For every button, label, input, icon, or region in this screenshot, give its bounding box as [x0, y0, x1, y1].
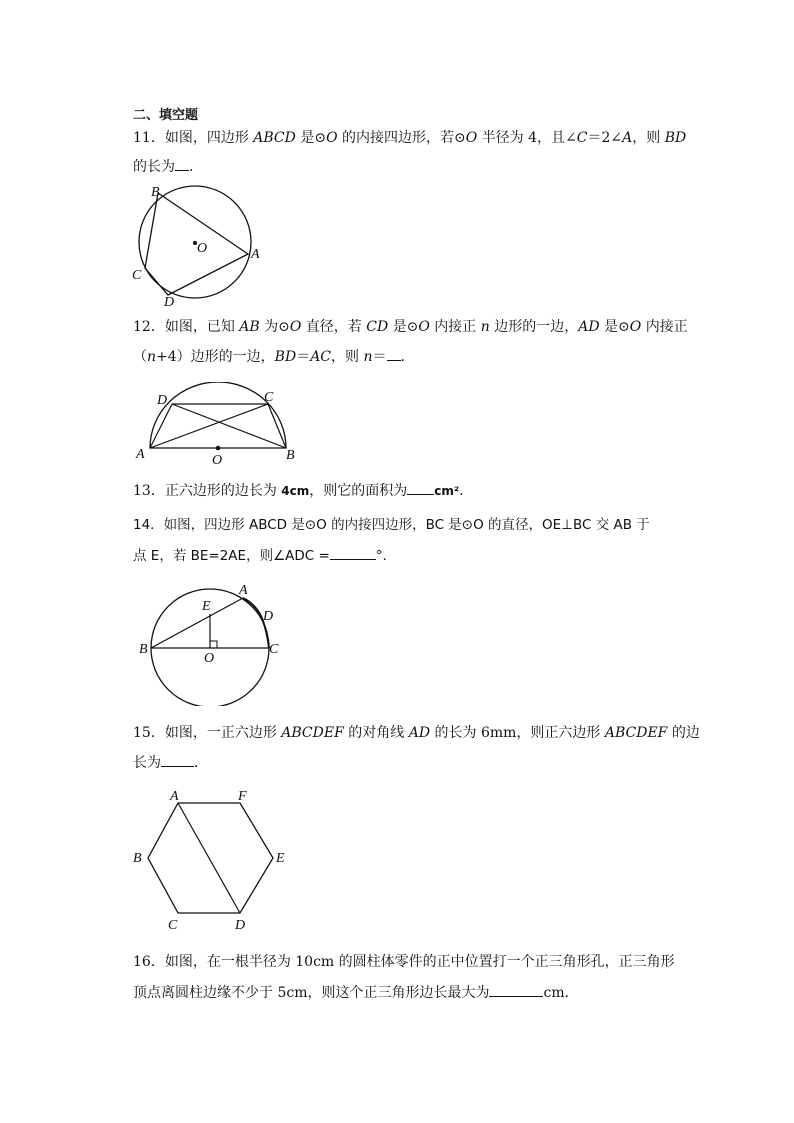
answer-blank	[175, 158, 189, 171]
label-b: B	[139, 642, 148, 657]
answer-blank	[489, 984, 543, 997]
right-angle-mark	[210, 641, 217, 648]
answer-blank	[330, 547, 376, 560]
label-b: B	[286, 448, 295, 463]
label-o: O	[212, 453, 223, 468]
label-e: E	[276, 851, 285, 866]
chord-ab	[151, 598, 243, 648]
label-c: C	[132, 268, 142, 283]
q14-line1: 14．如图，四边形 ABCD 是⊙O 的内接四边形，BC 是⊙O 的直径，OE⊥BC 交 AB 于	[133, 517, 650, 533]
q11-line2: 的长为 ．	[133, 159, 203, 175]
label-d: D	[157, 393, 168, 408]
chord-cb	[268, 404, 286, 448]
label-f: F	[238, 789, 247, 804]
q15-line2: 长为 ．	[133, 755, 208, 771]
label-e: E	[202, 599, 211, 614]
q11-figure	[128, 182, 268, 312]
q15-line1: 15．如图，一正六边形 ABCDEF 的对角线 AD 的长为 6mm，则正六边形 ABCDEF 的边	[133, 725, 700, 741]
q13-line: 13．正六边形的边长为 4cm，则它的面积为 cm².	[133, 483, 464, 499]
label-a: A	[170, 789, 179, 804]
q11-line1: 11．如图，四边形 ABCD 是⊙O 的内接四边形，若⊙O 半径为 4，且∠C＝2∠A，则 BD	[133, 130, 687, 146]
label-o: O	[204, 651, 215, 666]
q15-figure	[130, 785, 295, 935]
label-b: B	[133, 851, 142, 866]
chord-bd	[172, 404, 286, 448]
label-d: D	[235, 918, 246, 933]
answer-blank	[407, 482, 434, 495]
q12-figure	[132, 382, 302, 468]
label-b: B	[151, 185, 160, 200]
label-a: A	[239, 583, 248, 598]
q16-line1: 16．如图，在一根半径为 10cm 的圆柱体零件的正中位置打一个正三角形孔，正三角形	[133, 954, 675, 970]
label-d: D	[263, 609, 274, 624]
section-heading: 二、填空题	[133, 108, 199, 123]
label-d: D	[164, 295, 175, 310]
answer-blank	[161, 754, 194, 767]
chord-ac	[150, 404, 268, 448]
hexagon-abcdef	[148, 803, 273, 913]
q14-line2: 点 E，若 BE=2AE，则∠ADC = °．	[133, 548, 397, 564]
q12-line2: （n+4）边形的一边，BD＝AC，则 n＝ ．	[133, 349, 415, 365]
label-c: C	[264, 390, 274, 405]
center-point	[216, 446, 221, 451]
q12-line1: 12．如图，已知 AB 为⊙O 直径，若 CD 是⊙O 内接正 n 边形的一边，AD 是⊙O 内接正	[133, 319, 688, 335]
label-c: C	[168, 918, 178, 933]
answer-blank	[387, 348, 401, 361]
label-a: A	[136, 447, 145, 462]
label-a: A	[251, 247, 260, 262]
q14-figure	[137, 578, 287, 706]
label-c: C	[269, 642, 279, 657]
label-o: O	[197, 241, 208, 256]
q16-line2: 顶点离圆柱边缘不少于 5cm，则这个正三角形边长最大为 cm．	[133, 985, 579, 1001]
diagonal-ad	[178, 803, 240, 913]
